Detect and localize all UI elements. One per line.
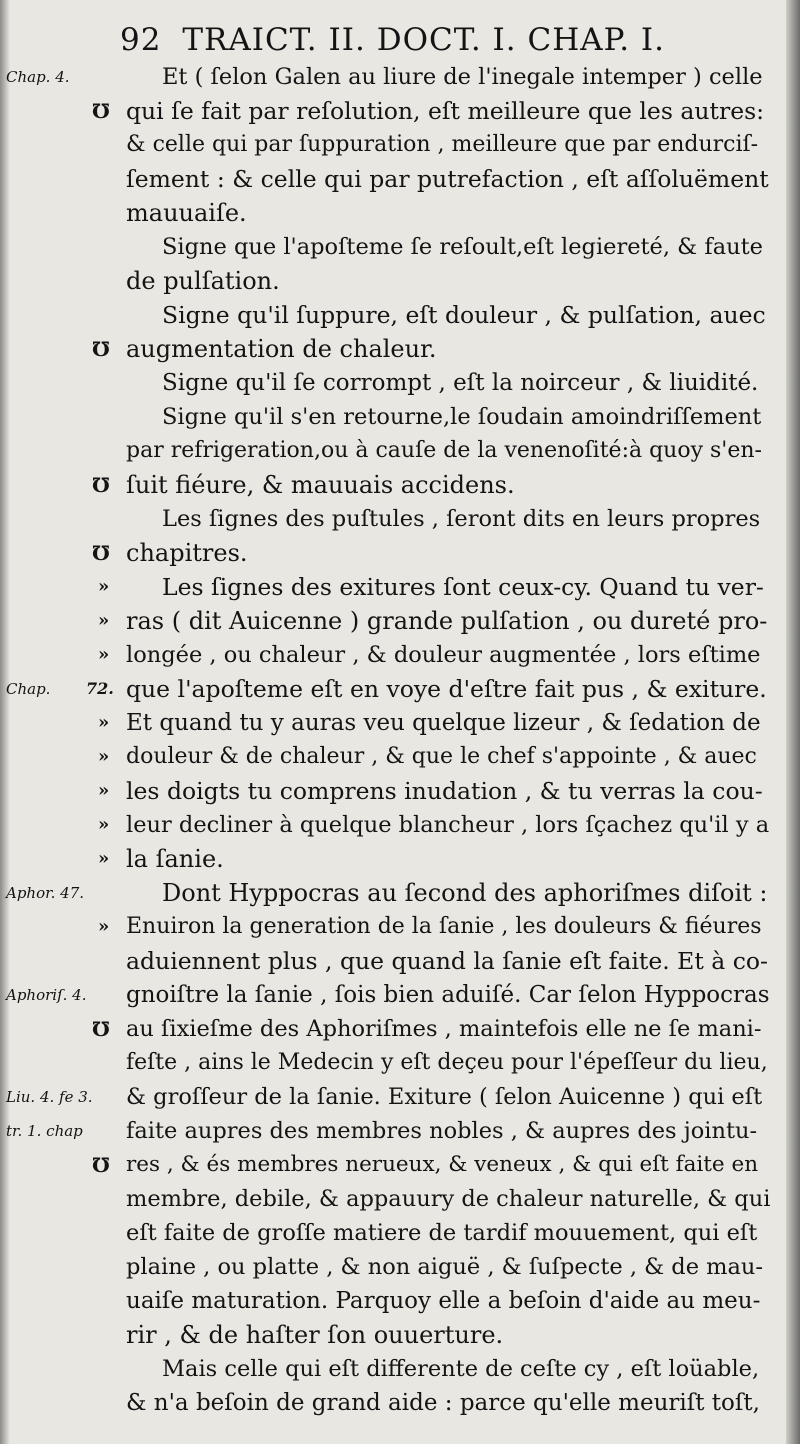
text-line — [0, 196, 786, 230]
line-text: Enuiron la generation de la ſanie , les douleurs & fiéures — [126, 914, 762, 939]
text-line — [0, 1250, 786, 1284]
text-line — [0, 502, 786, 536]
margin-mark: » — [98, 576, 110, 597]
line-text: & groſſeur de la ſanie. Exiture ( ſelon Auicenne ) qui eſt — [126, 1084, 763, 1110]
line-text: gnoiſtre la ſanie , ſois bien aduiſé. Car ſelon Hyppocras — [126, 982, 770, 1008]
line-text: Et ( ſelon Galen au liure de l'inegale intemper ) celle — [162, 64, 763, 90]
margin-mark: » — [98, 814, 110, 835]
running-header — [120, 22, 780, 58]
margin-mark: ℧ — [92, 99, 110, 123]
text-line — [0, 1216, 786, 1250]
line-text: au ſixieſme des Aphoriſmes , maintefois elle ne ſe mani- — [126, 1016, 762, 1042]
line-text: eſt faite de groſſe matiere de tardif mouuement, qui eſt — [126, 1220, 758, 1246]
margin-note: Chap. 4. — [6, 68, 70, 86]
text-line — [0, 672, 786, 706]
text-line — [0, 570, 786, 604]
text-line — [0, 128, 786, 162]
line-text: Signe qu'il ſe corrompt , eſt la noirceur , & liuidité. — [162, 370, 759, 396]
line-text: les doigts tu comprens inudation , & tu verras la cou- — [126, 777, 763, 805]
line-text: longée , ou chaleur , & douleur augmentée , lors eſtime — [126, 642, 761, 668]
line-text: chapitres. — [126, 539, 248, 567]
text-line — [0, 1114, 786, 1148]
text-line — [0, 230, 786, 264]
text-line — [0, 264, 786, 298]
text-line — [0, 1012, 786, 1046]
text-line — [0, 60, 786, 94]
line-text: douleur & de chaleur , & que le chef s'appointe , & auec — [126, 744, 757, 769]
line-text: mauuaiſe. — [126, 199, 247, 227]
line-text: aduiennent plus , que quand la ſanie eſt faite. Et à co- — [126, 947, 768, 975]
margin-note: Liu. 4. fe 3. — [6, 1088, 93, 1106]
page-edge-shadow — [786, 0, 800, 1444]
margin-note: Chap. — [6, 680, 51, 698]
running-title: TRAICT. II. DOCT. I. CHAP. I. — [182, 22, 666, 58]
line-text: ſuit fiéure, & mauuais accidens. — [126, 471, 515, 499]
text-block — [0, 60, 786, 1420]
margin-mark: » — [98, 916, 110, 937]
line-text: res , & és membres nerueux, & veneux , & qui eſt faite en — [126, 1152, 759, 1177]
line-text: de pulſation. — [126, 267, 280, 295]
margin-mark: ℧ — [92, 1017, 110, 1041]
text-line — [0, 298, 786, 332]
line-text: ras ( dit Auicenne ) grande pulſation , ou dureté pro- — [126, 607, 768, 635]
line-text: qui ſe fait par reſolution, eſt meilleure que les autres: — [126, 97, 765, 125]
margin-mark: 72. — [86, 679, 114, 698]
margin-mark: » — [98, 746, 110, 767]
line-text: uaiſe maturation. Parquoy elle a beſoin d'aide au meu- — [126, 1288, 761, 1314]
text-line — [0, 1284, 786, 1318]
line-text: Signe que l'apoſteme ſe reſoult,eſt legiereté, & faute — [162, 234, 763, 260]
text-line — [0, 434, 786, 468]
text-line — [0, 1318, 786, 1352]
line-text: Les ſignes des puſtules , ſeront dits en leurs propres — [162, 506, 761, 532]
margin-mark: » — [98, 610, 110, 631]
text-line — [0, 332, 786, 366]
text-line — [0, 94, 786, 128]
text-line — [0, 1182, 786, 1216]
text-line — [0, 740, 786, 774]
text-line — [0, 842, 786, 876]
margin-note: Aphor. 47. — [6, 884, 85, 902]
margin-mark: » — [98, 780, 110, 801]
line-text: ſement : & celle qui par putrefaction , eſt aſſoluëment — [126, 165, 769, 193]
line-text: Signe qu'il s'en retourne,le ſoudain amoindriſſement — [162, 404, 762, 430]
line-text: rir , & de haſter ſon ouuerture. — [126, 1321, 504, 1349]
margin-mark: » — [98, 644, 110, 665]
text-line — [0, 400, 786, 434]
text-line — [0, 1080, 786, 1114]
text-line — [0, 1386, 786, 1420]
line-text: Les ſignes des exitures ſont ceux-cy. Quand tu ver- — [162, 573, 764, 601]
text-line — [0, 1352, 786, 1386]
page-number: 92 — [120, 22, 162, 58]
text-line — [0, 366, 786, 400]
text-line — [0, 706, 786, 740]
text-line — [0, 162, 786, 196]
text-line — [0, 876, 786, 910]
text-line — [0, 910, 786, 944]
line-text: plaine , ou platte , & non aiguë , & ſuſpecte , & de mau- — [126, 1254, 764, 1280]
margin-note: tr. 1. chap — [6, 1122, 83, 1140]
margin-mark: ℧ — [92, 541, 110, 565]
line-text: membre, debile, & appauury de chaleur naturelle, & qui — [126, 1186, 771, 1212]
margin-mark: ℧ — [92, 337, 110, 361]
margin-mark: ℧ — [92, 473, 110, 497]
line-text: Et quand tu y auras veu quelque lizeur , & ſedation de — [126, 710, 761, 736]
line-text: feſte , ains le Medecin y eſt deçeu pour l'épeſſeur du lieu, — [126, 1050, 768, 1075]
margin-note: Aphoriſ. 4. — [6, 986, 87, 1004]
text-line — [0, 638, 786, 672]
text-line — [0, 536, 786, 570]
line-text: la ſanie. — [126, 845, 224, 873]
text-line — [0, 944, 786, 978]
line-text: & n'a beſoin de grand aide : parce qu'elle meuriſt toſt, — [126, 1390, 760, 1416]
text-line — [0, 604, 786, 638]
margin-mark: » — [98, 848, 110, 869]
text-line — [0, 468, 786, 502]
line-text: Signe qu'il ſuppure, eſt douleur , & pulſation, auec — [162, 301, 766, 329]
text-line — [0, 808, 786, 842]
line-text: faite aupres des membres nobles , & aupres des jointu- — [126, 1118, 758, 1144]
text-line — [0, 774, 786, 808]
line-text: leur decliner à quelque blancheur , lors ſçachez qu'il y a — [126, 812, 770, 838]
text-line — [0, 978, 786, 1012]
line-text: que l'apoſteme eſt en voye d'eſtre fait pus , & exiture. — [126, 675, 767, 703]
line-text: Mais celle qui eſt differente de ceſte cy , eſt loüable, — [162, 1356, 760, 1382]
line-text: Dont Hyppocras au ſecond des aphoriſmes diſoit : — [162, 879, 768, 907]
line-text: & celle qui par ſuppuration , meilleure que par endurciſ- — [126, 132, 759, 157]
line-text: augmentation de chaleur. — [126, 335, 437, 363]
text-line — [0, 1148, 786, 1182]
margin-mark: » — [98, 712, 110, 733]
line-text: par refrigeration,ou à cauſe de la venenoſité:à quoy s'en- — [126, 438, 762, 463]
text-line — [0, 1046, 786, 1080]
margin-mark: ℧ — [92, 1153, 110, 1177]
